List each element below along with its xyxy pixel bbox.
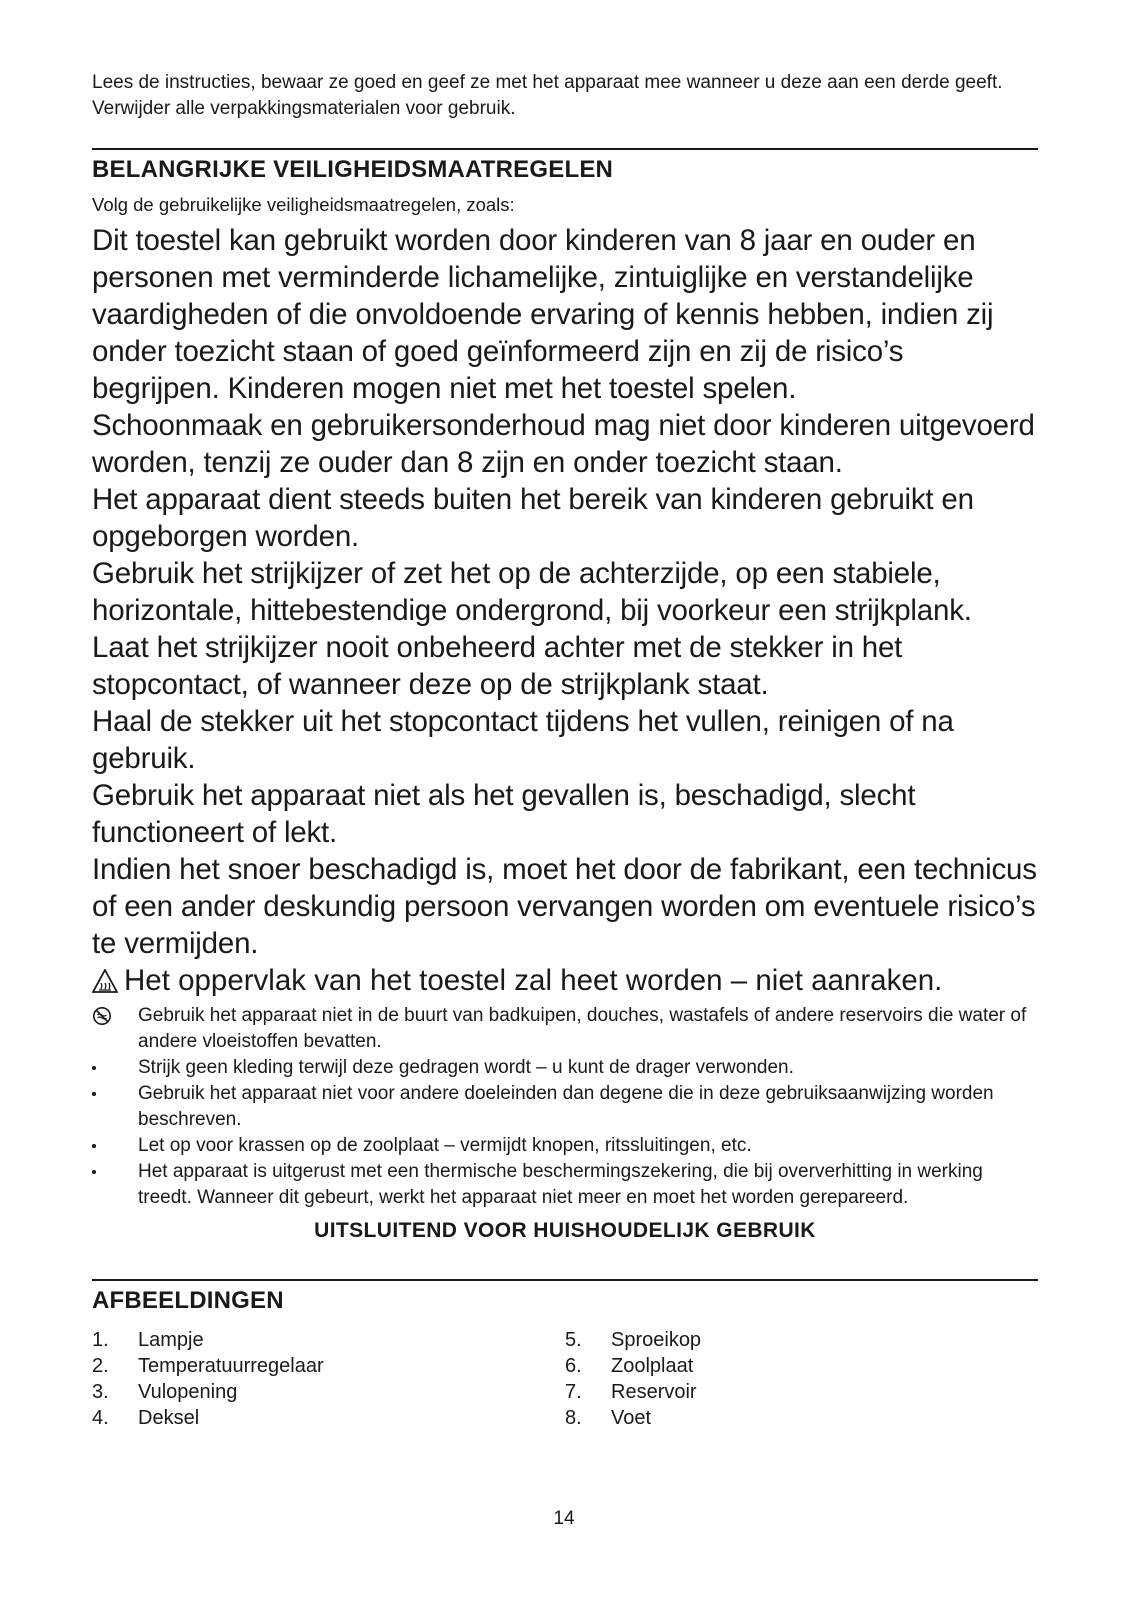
hot-warning-text: Het oppervlak van het toestel zal heet worden – niet aanraken. — [124, 964, 943, 997]
parts-list — [92, 1327, 1038, 1431]
part-number: 2. — [92, 1355, 109, 1377]
intro-text: Lees de instructies, bewaar ze goed en geef ze met het apparaat mee wanneer u deze aan een derde geeft. Verwijder alle verpakkingsmaterialen voor gebruik. — [92, 72, 1003, 119]
safety-section — [92, 148, 1038, 1245]
part-number: 7. — [565, 1381, 582, 1403]
safety-bullet-list — [92, 1003, 1038, 1211]
list-item — [92, 1159, 1038, 1211]
part-number: 3. — [92, 1381, 109, 1403]
bullet-dot — [92, 1055, 112, 1081]
part-label: Temperatuurregelaar — [138, 1355, 324, 1377]
list-item — [565, 1327, 1038, 1353]
safety-title: BELANGRIJKE VEILIGHEIDSMAATREGELEN — [92, 156, 614, 183]
part-number: 4. — [92, 1407, 109, 1429]
section-divider — [92, 148, 1038, 150]
safety-paragraph: Gebruik het strijkijzer of zet het op de achterzijde, op een stabiele, horizontale, hittebestendige ondergrond, bij voorkeur een strijkplank. — [92, 557, 972, 627]
part-label: Lampje — [138, 1329, 204, 1351]
list-item — [92, 1055, 1038, 1081]
safety-paragraph: Indien het snoer beschadigd is, moet het door de fabrikant, een technicus of een ander deskundig persoon vervangen worden om eventuele risico’s te vermijden. — [92, 853, 1037, 960]
list-item — [92, 1003, 1038, 1055]
part-label: Deksel — [138, 1407, 200, 1429]
part-label: Sproeikop — [611, 1329, 702, 1351]
bullet-text: Het apparaat is uitgerust met een thermische beschermingszekering, die bij oververhitting in werking treedt. Wanneer dit gebeurt, werkt het apparaat niet meer en moet het worden gerepareerd. — [138, 1161, 983, 1208]
no-water-icon — [92, 1003, 112, 1029]
safety-paragraph: Het apparaat dient steeds buiten het bereik van kinderen gebruikt en opgeborgen worden. — [92, 483, 974, 553]
hot-surface-warning — [92, 962, 1038, 999]
parts-column-left — [92, 1327, 565, 1431]
safety-paragraph: Dit toestel kan gebruikt worden door kinderen van 8 jaar en ouder en personen met verminderde lichamelijke, zintuiglijke en verstandelijke vaardigheden of die onvoldoende ervaring of kennis hebben, indien zij onder toezicht staan of goed geïnformeerd zijn en zij de risico’s begrijpen. Kinderen mogen niet met het toestel spelen. — [92, 224, 994, 405]
bullet-text: Gebruik het apparaat niet voor andere doeleinden dan degene die in deze gebruiksaanwijzing worden beschreven. — [138, 1083, 994, 1130]
safety-paragraph: Schoonmaak en gebruikersonderhoud mag niet door kinderen uitgevoerd worden, tenzij ze ouder dan 8 zijn en onder toezicht staan. — [92, 409, 1035, 479]
bullet-text: Strijk geen kleding terwijl deze gedragen wordt – u kunt de drager verwonden. — [138, 1057, 794, 1078]
part-label: Voet — [611, 1407, 652, 1429]
safety-subtitle: Volg de gebruikelijke veiligheidsmaatregelen, zoals: — [92, 194, 515, 215]
household-use-note: UITSLUITEND VOOR HUISHOUDELIJK GEBRUIK — [314, 1219, 816, 1242]
list-item — [92, 1379, 565, 1405]
parts-column-right — [565, 1327, 1038, 1431]
part-label: Vulopening — [138, 1381, 238, 1403]
bullet-dot — [92, 1159, 112, 1185]
safety-paragraph: Laat het strijkijzer nooit onbeheerd achter met de stekker in het stopcontact, of wanneer deze op de strijkplank staat. — [92, 631, 903, 701]
list-item — [565, 1379, 1038, 1405]
list-item — [92, 1133, 1038, 1159]
bullet-text: Let op voor krassen op de zoolplaat – vermijdt knopen, ritssluitingen, etc. — [138, 1135, 752, 1156]
part-label: Reservoir — [611, 1381, 697, 1403]
list-item — [565, 1353, 1038, 1379]
bullet-dot — [92, 1133, 112, 1159]
part-number: 8. — [565, 1407, 582, 1429]
list-item — [92, 1081, 1038, 1133]
part-label: Zoolplaat — [611, 1355, 694, 1377]
safety-paragraph: Gebruik het apparaat niet als het gevallen is, beschadigd, slecht functioneert of lekt. — [92, 779, 916, 849]
list-item — [565, 1405, 1038, 1431]
safety-paragraph: Haal de stekker uit het stopcontact tijdens het vullen, reinigen of na gebruik. — [92, 705, 954, 775]
part-number: 1. — [92, 1329, 109, 1351]
bullet-dot — [92, 1081, 112, 1107]
list-item — [92, 1405, 565, 1431]
part-number: 5. — [565, 1329, 582, 1351]
section-divider — [92, 1279, 1038, 1281]
list-item — [92, 1353, 565, 1379]
bullet-text: Gebruik het apparaat niet in de buurt van badkuipen, douches, wastafels of andere reservoirs die water of andere vloeistoffen bevatten. — [138, 1005, 1027, 1052]
list-item — [92, 1327, 565, 1353]
hot-surface-icon — [92, 969, 118, 993]
manual-page — [92, 70, 1038, 1431]
images-section — [92, 1279, 1038, 1431]
page-number: 14 — [553, 1508, 575, 1529]
images-title: AFBEELDINGEN — [92, 1287, 284, 1314]
part-number: 6. — [565, 1355, 582, 1377]
